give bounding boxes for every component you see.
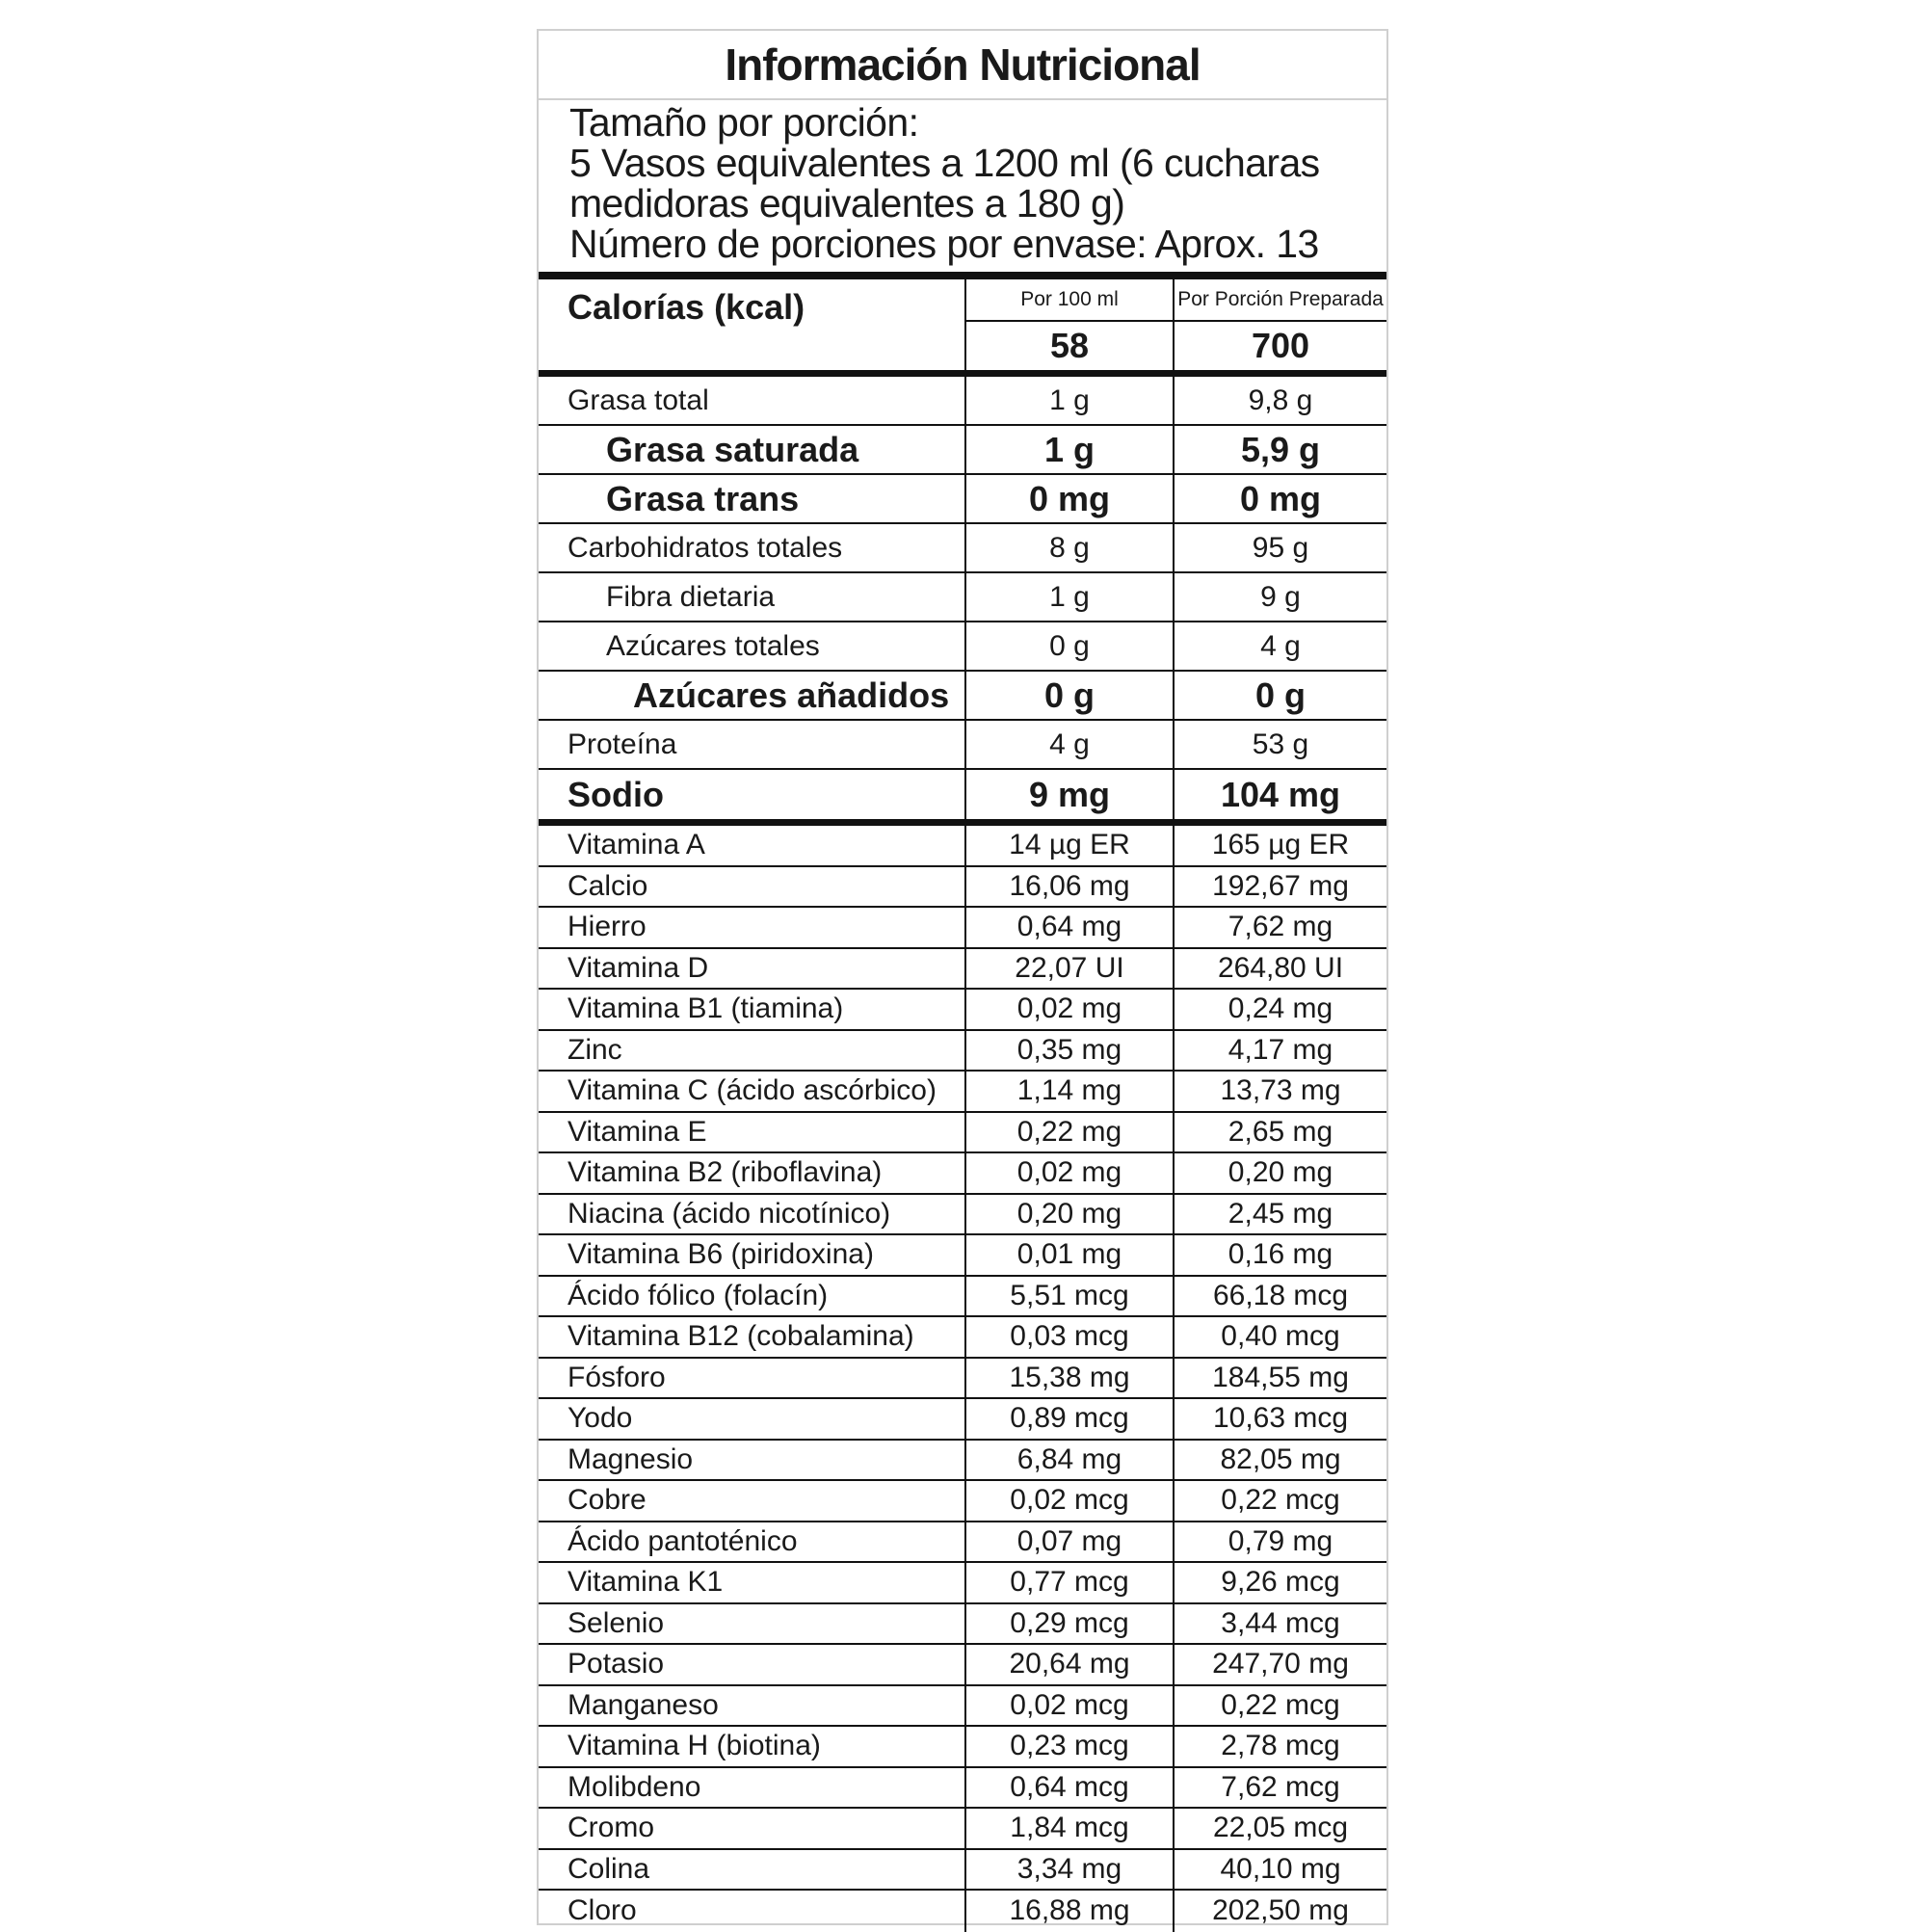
nutrient-name: Selenio bbox=[539, 1604, 966, 1644]
nutrient-row bbox=[539, 377, 1386, 426]
nutrient-row bbox=[539, 1195, 1386, 1236]
nutrient-row bbox=[539, 1072, 1386, 1113]
nutrient-row bbox=[539, 1522, 1386, 1564]
value-per-100: 20,64 mg bbox=[966, 1645, 1175, 1684]
value-per-100: 0,23 mcg bbox=[966, 1727, 1175, 1766]
value-per-100: 8 g bbox=[966, 524, 1175, 571]
calories-per-portion: 700 bbox=[1251, 326, 1310, 365]
value-per-100: 3,34 mg bbox=[966, 1850, 1175, 1890]
value-per-portion: 3,44 mcg bbox=[1221, 1606, 1340, 1639]
value-per-portion: 247,70 mg bbox=[1212, 1648, 1349, 1681]
value-per-portion: 7,62 mcg bbox=[1221, 1770, 1340, 1803]
nutrient-row bbox=[539, 1604, 1386, 1646]
value-per-portion: 95 g bbox=[1252, 531, 1309, 564]
value-per-100: 0,77 mcg bbox=[966, 1563, 1175, 1602]
nutrient-row bbox=[539, 1727, 1386, 1768]
value-per-100: 14 µg ER bbox=[966, 826, 1175, 865]
value-per-portion: 0,20 mg bbox=[1227, 1156, 1333, 1189]
nutrient-row bbox=[539, 1359, 1386, 1400]
value-per-100: 0,64 mcg bbox=[966, 1768, 1175, 1808]
nutrient-row bbox=[539, 770, 1386, 819]
value-per-portion: 7,62 mg bbox=[1227, 911, 1333, 943]
nutrient-row bbox=[539, 867, 1386, 909]
nutrient-name: Vitamina B2 (riboflavina) bbox=[539, 1153, 966, 1193]
value-per-100: 0,02 mcg bbox=[966, 1686, 1175, 1726]
value-per-portion: 9 g bbox=[1260, 580, 1301, 613]
value-per-portion: 0 mg bbox=[1239, 478, 1322, 518]
nutrient-name: Vitamina H (biotina) bbox=[539, 1727, 966, 1766]
serving-line: Tamaño por porción: bbox=[569, 100, 919, 145]
value-per-portion: 22,05 mcg bbox=[1212, 1812, 1349, 1844]
serving-line: medidoras equivalentes a 180 g) bbox=[569, 181, 1125, 225]
label-title: Información Nutricional bbox=[539, 31, 1386, 100]
value-per-100: 0,20 mg bbox=[966, 1195, 1175, 1234]
value-per-100: 0 mg bbox=[966, 475, 1175, 522]
nutrient-row bbox=[539, 1235, 1386, 1277]
value-per-portion: 82,05 mg bbox=[1220, 1442, 1341, 1475]
value-per-portion: 2,65 mg bbox=[1227, 1115, 1333, 1148]
nutrient-row bbox=[539, 990, 1386, 1031]
nutrient-name: Ácido pantoténico bbox=[539, 1522, 966, 1562]
value-per-100: 6,84 mg bbox=[966, 1441, 1175, 1480]
calories-per-100: 58 bbox=[1049, 326, 1090, 365]
nutrient-row bbox=[539, 1563, 1386, 1604]
value-per-100: 16,88 mg bbox=[966, 1891, 1175, 1932]
per-100-column bbox=[966, 279, 1175, 370]
nutrient-row bbox=[539, 1850, 1386, 1892]
nutrient-row bbox=[539, 524, 1386, 573]
nutrition-facts-label bbox=[537, 29, 1388, 1925]
nutrient-row bbox=[539, 1768, 1386, 1810]
nutrient-name: Manganeso bbox=[539, 1686, 966, 1726]
value-per-100: 5,51 mcg bbox=[966, 1277, 1175, 1316]
nutrient-name: Vitamina C (ácido ascórbico) bbox=[539, 1072, 966, 1111]
value-per-100: 15,38 mg bbox=[966, 1359, 1175, 1398]
nutrient-row bbox=[539, 908, 1386, 949]
nutrient-name: Sodio bbox=[539, 770, 966, 819]
micronutrient-table bbox=[539, 826, 1386, 1932]
nutrient-row bbox=[539, 949, 1386, 991]
value-per-portion: 104 mg bbox=[1220, 774, 1341, 814]
nutrient-row bbox=[539, 1686, 1386, 1728]
nutrient-name: Vitamina B1 (tiamina) bbox=[539, 990, 966, 1029]
nutrient-row bbox=[539, 1317, 1386, 1359]
nutrient-row bbox=[539, 573, 1386, 622]
value-per-portion: 192,67 mg bbox=[1212, 869, 1349, 902]
nutrient-row bbox=[539, 622, 1386, 672]
value-per-portion: 13,73 mg bbox=[1220, 1074, 1341, 1107]
value-per-100: 0 g bbox=[966, 622, 1175, 670]
nutrient-row bbox=[539, 826, 1386, 867]
divider-medium bbox=[539, 370, 1386, 377]
value-per-100: 0,29 mcg bbox=[966, 1604, 1175, 1644]
nutrient-name: Magnesio bbox=[539, 1441, 966, 1480]
value-per-portion: 4,17 mg bbox=[1227, 1033, 1333, 1066]
value-per-portion: 4 g bbox=[1260, 629, 1301, 662]
divider-thick bbox=[539, 272, 1386, 279]
nutrient-name: Niacina (ácido nicotínico) bbox=[539, 1195, 966, 1234]
nutrient-name: Yodo bbox=[539, 1399, 966, 1439]
nutrient-row bbox=[539, 1645, 1386, 1686]
value-per-100: 0 g bbox=[966, 672, 1175, 719]
value-per-100: 4 g bbox=[966, 721, 1175, 768]
value-per-portion: 0 g bbox=[1254, 675, 1306, 715]
nutrient-row bbox=[539, 1891, 1386, 1932]
nutrient-name: Vitamina D bbox=[539, 949, 966, 989]
value-per-portion: 264,80 UI bbox=[1217, 951, 1344, 984]
value-per-100: 22,07 UI bbox=[966, 949, 1175, 989]
nutrient-row bbox=[539, 1031, 1386, 1072]
nutrient-name: Grasa total bbox=[539, 377, 966, 424]
value-per-portion: 0,79 mg bbox=[1227, 1524, 1333, 1557]
nutrient-name: Ácido fólico (folacín) bbox=[539, 1277, 966, 1316]
nutrient-name: Cobre bbox=[539, 1481, 966, 1521]
value-per-100: 1 g bbox=[966, 426, 1175, 473]
divider-medium bbox=[539, 819, 1386, 826]
nutrient-row bbox=[539, 1113, 1386, 1154]
nutrient-row bbox=[539, 721, 1386, 770]
nutrient-name: Carbohidratos totales bbox=[539, 524, 966, 571]
nutrient-name: Vitamina B6 (piridoxina) bbox=[539, 1235, 966, 1275]
nutrient-row bbox=[539, 1809, 1386, 1850]
nutrient-name: Azúcares totales bbox=[539, 622, 966, 670]
value-per-portion: 2,45 mg bbox=[1227, 1197, 1333, 1230]
nutrient-name: Azúcares añadidos bbox=[539, 672, 966, 719]
nutrient-name: Cromo bbox=[539, 1809, 966, 1848]
nutrient-row bbox=[539, 1399, 1386, 1441]
value-per-portion: 10,63 mcg bbox=[1212, 1402, 1349, 1435]
nutrient-name: Vitamina A bbox=[539, 826, 966, 865]
servings-per-container: Número de porciones por envase: Aprox. 13 bbox=[569, 222, 1319, 266]
value-per-portion: 66,18 mcg bbox=[1212, 1279, 1349, 1311]
nutrient-name: Fósforo bbox=[539, 1359, 966, 1398]
serving-info bbox=[539, 100, 1386, 272]
value-per-portion: 184,55 mg bbox=[1212, 1361, 1349, 1393]
value-per-portion: 0,16 mg bbox=[1227, 1238, 1333, 1271]
value-per-portion: 165 µg ER bbox=[1211, 829, 1350, 861]
value-per-100: 0,35 mg bbox=[966, 1031, 1175, 1071]
value-per-portion: 2,78 mcg bbox=[1221, 1730, 1340, 1762]
nutrient-name: Hierro bbox=[539, 908, 966, 947]
nutrient-name: Cloro bbox=[539, 1891, 966, 1932]
value-per-portion: 202,50 mg bbox=[1212, 1894, 1349, 1927]
value-per-portion: 0,22 mcg bbox=[1221, 1688, 1340, 1721]
nutrient-row bbox=[539, 1441, 1386, 1482]
value-per-100: 1 g bbox=[966, 573, 1175, 621]
value-per-portion: 40,10 mg bbox=[1220, 1852, 1341, 1885]
nutrient-name: Vitamina E bbox=[539, 1113, 966, 1152]
value-per-100: 0,02 mcg bbox=[966, 1481, 1175, 1521]
calories-row bbox=[539, 279, 1386, 370]
nutrient-name: Fibra dietaria bbox=[539, 573, 966, 621]
nutrient-row bbox=[539, 672, 1386, 721]
nutrient-name: Grasa trans bbox=[539, 475, 966, 522]
value-per-100: 1 g bbox=[966, 377, 1175, 424]
value-per-100: 0,64 mg bbox=[966, 908, 1175, 947]
value-per-100: 0,07 mg bbox=[966, 1522, 1175, 1562]
value-per-100: 0,01 mg bbox=[966, 1235, 1175, 1275]
nutrient-row bbox=[539, 1481, 1386, 1522]
nutrient-name: Vitamina B12 (cobalamina) bbox=[539, 1317, 966, 1357]
nutrient-row bbox=[539, 1277, 1386, 1318]
nutrient-name: Zinc bbox=[539, 1031, 966, 1071]
nutrient-row bbox=[539, 1153, 1386, 1195]
nutrient-name: Colina bbox=[539, 1850, 966, 1890]
macronutrient-table bbox=[539, 377, 1386, 819]
nutrient-name: Potasio bbox=[539, 1645, 966, 1684]
value-per-100: 0,02 mg bbox=[966, 990, 1175, 1029]
value-per-100: 16,06 mg bbox=[966, 867, 1175, 907]
value-per-100: 1,84 mcg bbox=[966, 1809, 1175, 1848]
serving-line: 5 Vasos equivalentes a 1200 ml (6 cucharas bbox=[569, 141, 1320, 185]
value-per-portion: 5,9 g bbox=[1240, 429, 1321, 469]
nutrient-name: Calcio bbox=[539, 867, 966, 907]
value-per-portion: 0,40 mcg bbox=[1221, 1320, 1340, 1353]
value-per-100: 1,14 mg bbox=[966, 1072, 1175, 1111]
value-per-portion: 0,22 mcg bbox=[1221, 1484, 1340, 1517]
value-per-100: 0,03 mcg bbox=[966, 1317, 1175, 1357]
nutrient-name: Molibdeno bbox=[539, 1768, 966, 1808]
nutrient-name: Grasa saturada bbox=[539, 426, 966, 473]
per-portion-column bbox=[1175, 279, 1386, 370]
nutrient-row bbox=[539, 426, 1386, 475]
nutrient-row bbox=[539, 475, 1386, 524]
per-100-header: Por 100 ml bbox=[966, 279, 1173, 322]
nutrient-name: Proteína bbox=[539, 721, 966, 768]
value-per-100: 9 mg bbox=[966, 770, 1175, 819]
value-per-portion: 0,24 mg bbox=[1227, 992, 1333, 1025]
value-per-portion: 9,26 mcg bbox=[1221, 1566, 1340, 1599]
calories-label: Calorías (kcal) bbox=[539, 279, 966, 370]
per-portion-header: Por Porción Preparada bbox=[1175, 279, 1386, 322]
value-per-100: 0,02 mg bbox=[966, 1153, 1175, 1193]
nutrient-name: Vitamina K1 bbox=[539, 1563, 966, 1602]
value-per-100: 0,22 mg bbox=[966, 1113, 1175, 1152]
value-per-portion: 53 g bbox=[1252, 728, 1309, 760]
value-per-portion: 9,8 g bbox=[1248, 384, 1313, 416]
value-per-100: 0,89 mcg bbox=[966, 1399, 1175, 1439]
